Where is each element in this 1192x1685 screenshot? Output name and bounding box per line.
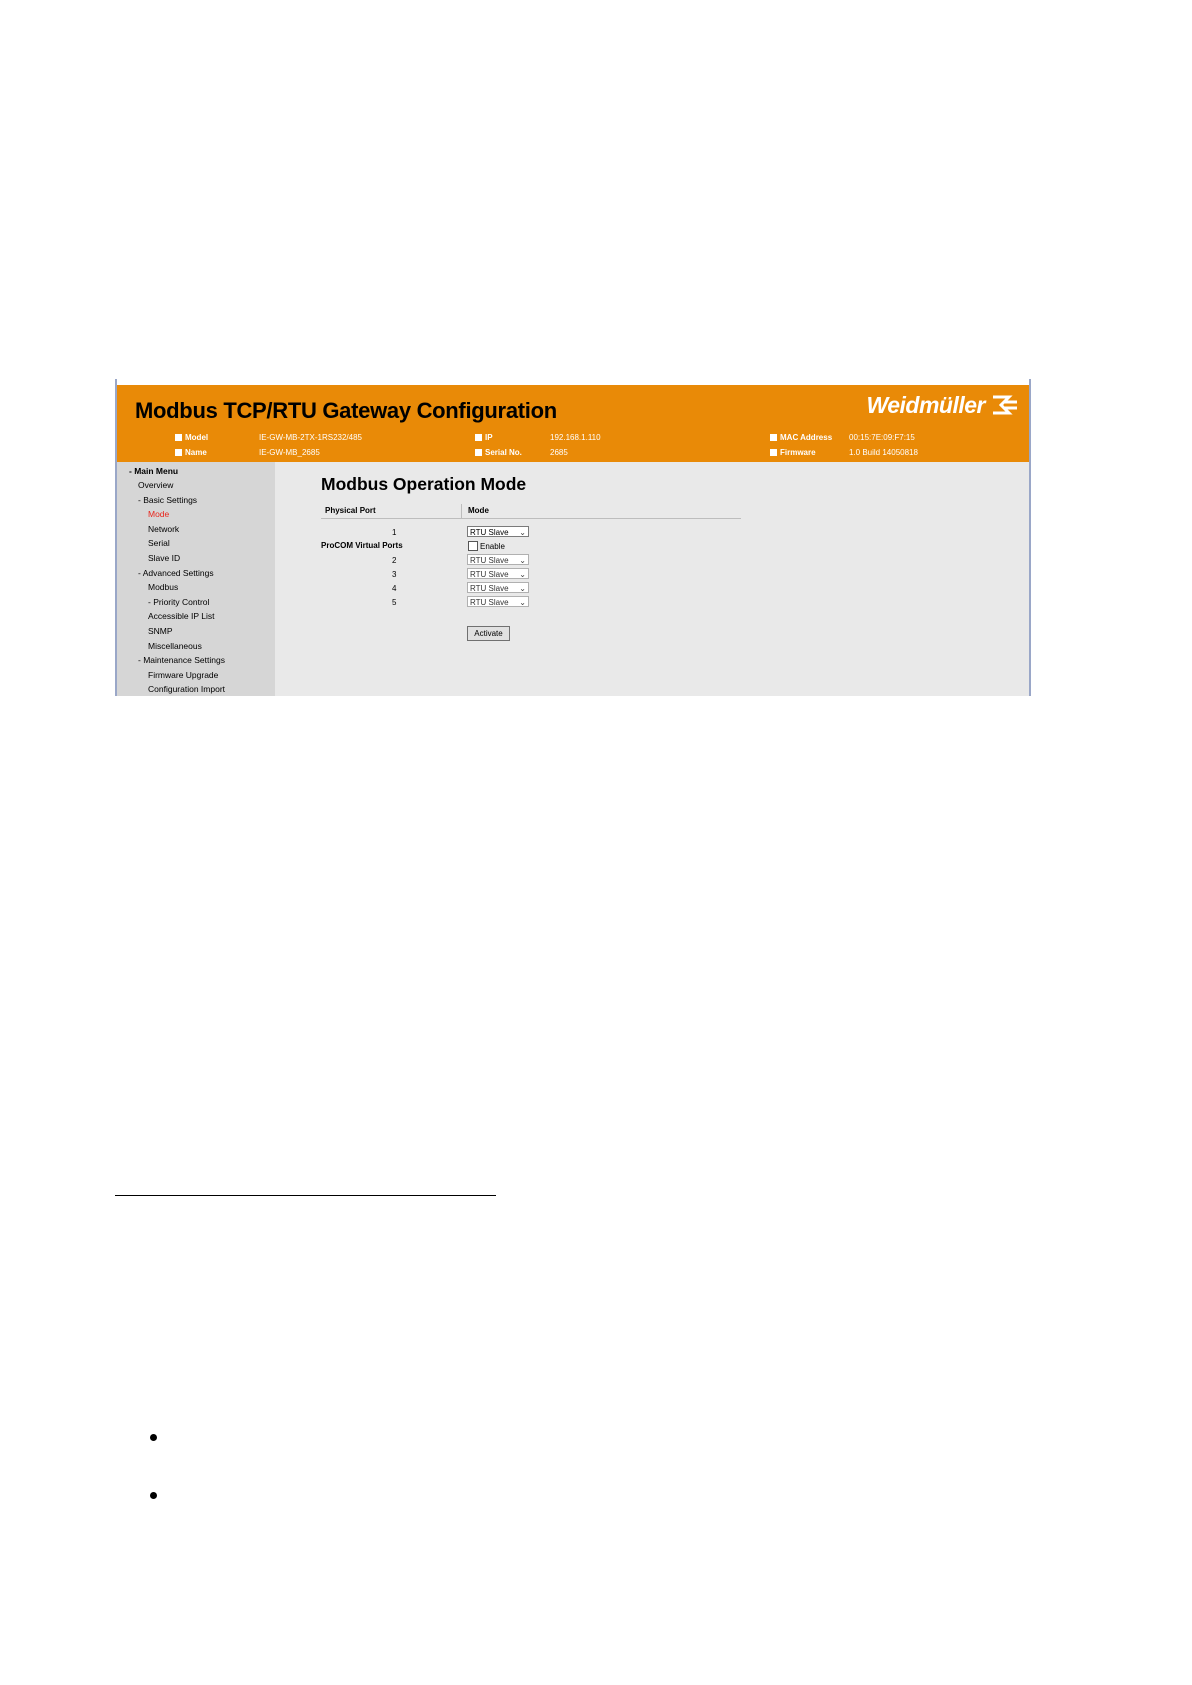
port-1-label: 1 xyxy=(392,528,397,537)
sidebar-item-priority-control[interactable]: - Priority Control xyxy=(148,597,210,607)
info-ip: IP xyxy=(475,433,493,442)
port-2-mode-value: RTU Slave xyxy=(470,556,509,565)
bullet-square-icon xyxy=(770,449,777,456)
port-2-mode-select[interactable] xyxy=(467,554,529,565)
firmware-value: 1.0 Build 14050818 xyxy=(849,448,918,457)
info-model: Model xyxy=(175,433,208,442)
info-mac: MAC Address xyxy=(770,433,832,442)
sidebar-group-basic-settings[interactable]: - Basic Settings xyxy=(138,495,198,505)
port-3-mode-select[interactable] xyxy=(467,568,529,579)
sidebar-group-advanced-settings[interactable]: - Advanced Settings xyxy=(138,568,214,578)
embedded-screenshot xyxy=(115,379,1031,696)
brand-name: Weidmüller xyxy=(866,391,985,418)
page-title: Modbus Operation Mode xyxy=(321,474,527,494)
port-3-mode-value: RTU Slave xyxy=(470,570,509,579)
sidebar-main-menu[interactable]: - Main Menu xyxy=(129,466,179,476)
footnote-separator xyxy=(115,1195,496,1196)
sidebar-item-accessible-ip-list[interactable]: Accessible IP List xyxy=(148,611,215,621)
col-header-physical-port: Physical Port xyxy=(325,506,376,515)
bullet-point xyxy=(150,1434,157,1441)
port-5-label: 5 xyxy=(392,598,397,607)
sidebar-item-serial[interactable]: Serial xyxy=(148,538,170,548)
chevron-down-icon: ⌄ xyxy=(519,598,526,607)
main-content xyxy=(275,462,1029,696)
chevron-down-icon: ⌄ xyxy=(519,570,526,579)
ip-value: 192.168.1.110 xyxy=(550,433,601,442)
info-name: Name xyxy=(175,448,207,457)
bullet-square-icon xyxy=(175,434,182,441)
app-title: Modbus TCP/RTU Gateway Configuration xyxy=(135,398,557,423)
bullet-square-icon xyxy=(175,449,182,456)
sidebar-item-configuration-import[interactable]: Configuration Import xyxy=(148,684,226,694)
serial-value: 2685 xyxy=(550,448,568,457)
header-divider xyxy=(321,518,741,519)
port-2-label: 2 xyxy=(392,556,397,565)
port-5-mode-value: RTU Slave xyxy=(470,598,509,607)
sidebar-item-mode[interactable]: Mode xyxy=(148,509,170,519)
procom-virtual-ports-label: ProCOM Virtual Ports xyxy=(321,541,403,550)
sidebar-item-snmp[interactable]: SNMP xyxy=(148,626,173,636)
port-5-mode-select[interactable] xyxy=(467,596,529,607)
sidebar-item-slave-id[interactable]: Slave ID xyxy=(148,553,181,563)
port-1-mode-value: RTU Slave xyxy=(470,528,509,537)
port-4-label: 4 xyxy=(392,584,397,593)
bullet-square-icon xyxy=(770,434,777,441)
sidebar-item-network[interactable]: Network xyxy=(148,524,180,534)
sidebar-item-overview[interactable]: Overview xyxy=(138,480,174,490)
sidebar-menu xyxy=(117,462,275,696)
port-4-mode-value: RTU Slave xyxy=(470,584,509,593)
enable-checkbox[interactable] xyxy=(468,541,478,551)
enable-label: Enable xyxy=(480,542,505,551)
model-value: IE-GW-MB-2TX-1RS232/485 xyxy=(259,433,362,442)
bullet-point xyxy=(150,1492,157,1499)
sidebar-group-maintenance-settings[interactable]: - Maintenance Settings xyxy=(138,655,225,665)
brand-logo xyxy=(866,392,1019,418)
chevron-down-icon: ⌄ xyxy=(519,584,526,593)
chevron-down-icon: ⌄ xyxy=(519,556,526,565)
app-header xyxy=(117,385,1029,462)
port-3-label: 3 xyxy=(392,570,397,579)
port-1-mode-select[interactable] xyxy=(467,526,529,537)
info-firmware: Firmware xyxy=(770,448,816,457)
port-4-mode-select[interactable] xyxy=(467,582,529,593)
sidebar-item-firmware-upgrade[interactable]: Firmware Upgrade xyxy=(148,670,219,680)
chevron-down-icon: ⌄ xyxy=(519,528,526,537)
sidebar-item-modbus[interactable]: Modbus xyxy=(148,582,179,592)
bullet-square-icon xyxy=(475,449,482,456)
info-serial: Serial No. xyxy=(475,448,522,457)
name-value: IE-GW-MB_2685 xyxy=(259,448,320,457)
header-separator xyxy=(461,504,462,519)
col-header-mode: Mode xyxy=(468,506,489,515)
bullet-square-icon xyxy=(475,434,482,441)
mac-value: 00:15:7E:09:F7:15 xyxy=(849,433,915,442)
activate-button[interactable]: Activate xyxy=(467,626,510,641)
sidebar-item-miscellaneous[interactable]: Miscellaneous xyxy=(148,641,202,651)
weidmuller-mark-icon xyxy=(991,394,1019,416)
